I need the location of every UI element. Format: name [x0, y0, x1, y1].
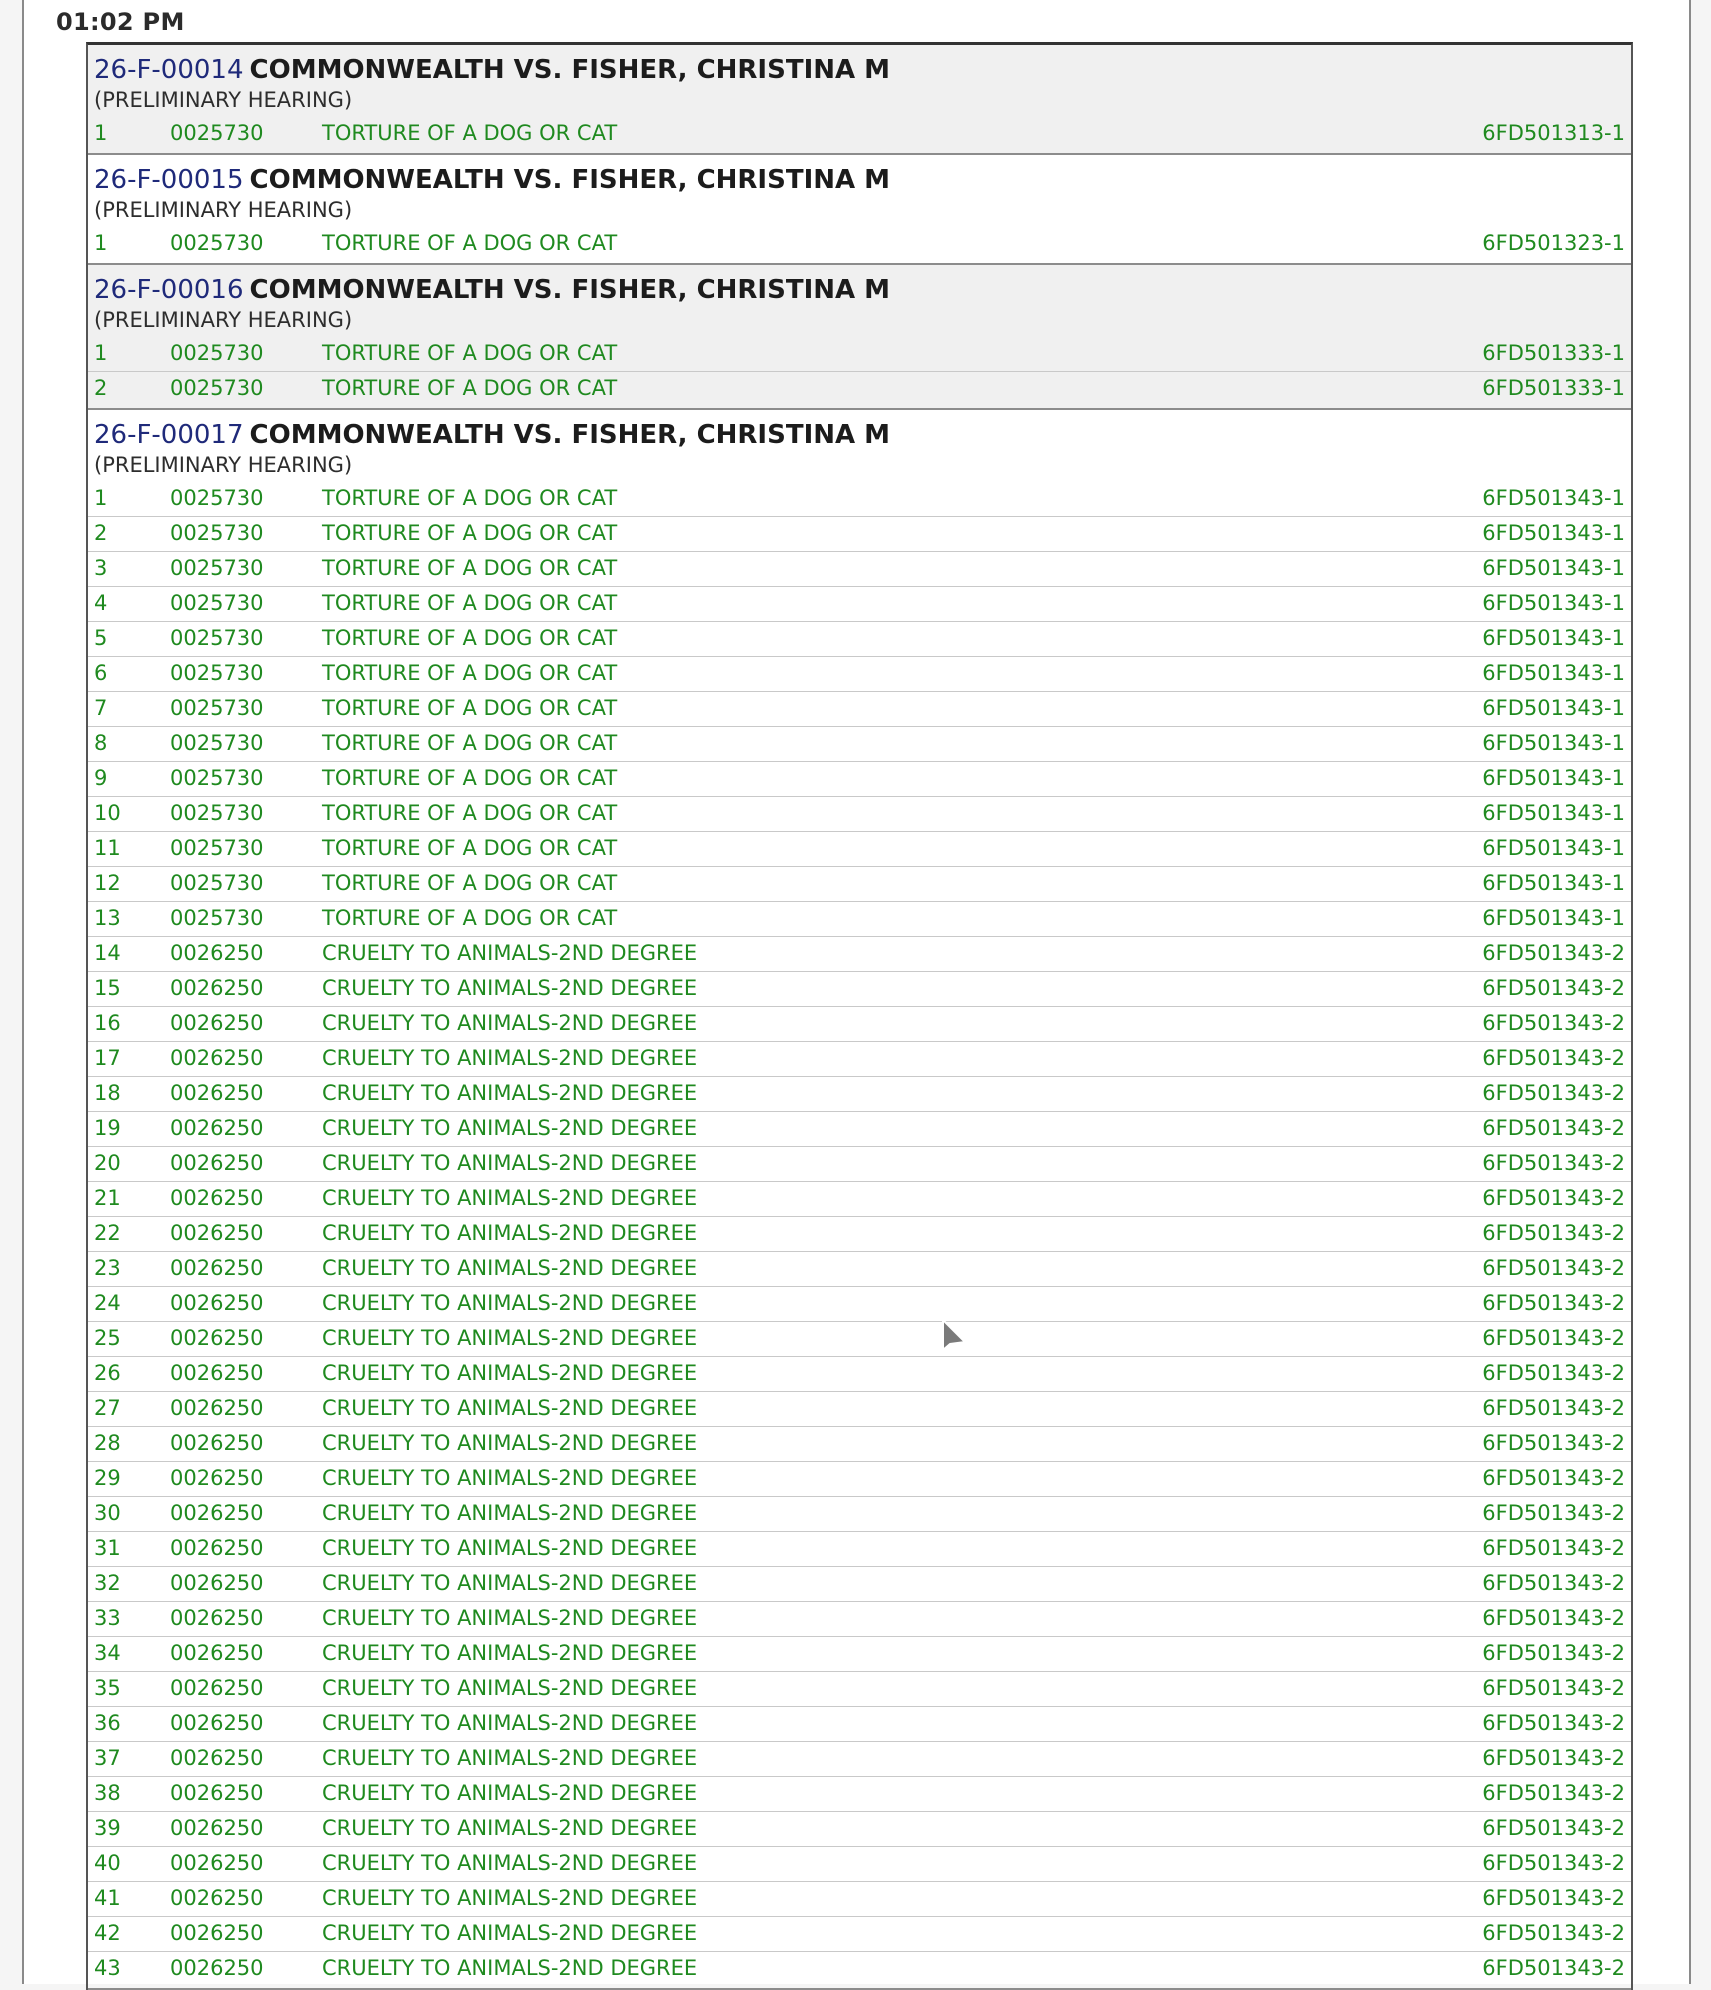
tracking-number: 6FD501343-2 — [1482, 1256, 1625, 1280]
tracking-number: 6FD501313-1 — [1482, 121, 1625, 145]
statute-code: 0026250 — [170, 1116, 264, 1140]
charge-list — [88, 117, 1631, 151]
charge-description: TORTURE OF A DOG OR CAT — [322, 121, 618, 145]
charge-sequence: 7 — [94, 696, 108, 720]
charge-description: CRUELTY TO ANIMALS-2ND DEGREE — [322, 1396, 698, 1420]
statute-code: 0026250 — [170, 1501, 264, 1525]
charge-sequence: 41 — [94, 1886, 121, 1910]
charge-sequence: 9 — [94, 766, 108, 790]
tracking-number: 6FD501343-2 — [1482, 1466, 1625, 1490]
charge-description: TORTURE OF A DOG OR CAT — [322, 696, 618, 720]
statute-code: 0025730 — [170, 121, 264, 145]
statute-code: 0026250 — [170, 1396, 264, 1420]
tracking-number: 6FD501343-2 — [1482, 1011, 1625, 1035]
statute-code: 0025730 — [170, 836, 264, 860]
tracking-number: 6FD501343-2 — [1482, 1501, 1625, 1525]
tracking-number: 6FD501343-2 — [1482, 1711, 1625, 1735]
charge-row — [88, 1427, 1631, 1462]
tracking-number: 6FD501343-1 — [1482, 836, 1625, 860]
statute-code: 0026250 — [170, 1081, 264, 1105]
charge-sequence: 31 — [94, 1536, 121, 1560]
statute-code: 0026250 — [170, 1886, 264, 1910]
charge-row — [88, 1322, 1631, 1357]
mouse-pointer-icon — [939, 1318, 969, 1358]
charge-row — [88, 1847, 1631, 1882]
charge-sequence: 42 — [94, 1921, 121, 1945]
charge-row — [88, 1917, 1631, 1952]
charge-description: CRUELTY TO ANIMALS-2ND DEGREE — [322, 1431, 698, 1455]
statute-code: 0026250 — [170, 1746, 264, 1770]
charge-description: CRUELTY TO ANIMALS-2ND DEGREE — [322, 1046, 698, 1070]
charge-row — [88, 1007, 1631, 1042]
charge-row — [88, 727, 1631, 762]
case-block — [88, 45, 1631, 155]
charge-sequence: 24 — [94, 1291, 121, 1315]
tracking-number: 6FD501343-2 — [1482, 1186, 1625, 1210]
charge-row — [88, 1812, 1631, 1847]
charge-row — [88, 937, 1631, 972]
charge-description: CRUELTY TO ANIMALS-2ND DEGREE — [322, 1116, 698, 1140]
case-header — [88, 155, 1631, 193]
charge-row — [88, 867, 1631, 902]
charge-description: CRUELTY TO ANIMALS-2ND DEGREE — [322, 1536, 698, 1560]
charge-description: TORTURE OF A DOG OR CAT — [322, 731, 618, 755]
charge-sequence: 11 — [94, 836, 121, 860]
tracking-number: 6FD501343-2 — [1482, 1641, 1625, 1665]
statute-code: 0026250 — [170, 976, 264, 1000]
charge-list — [88, 337, 1631, 406]
charge-description: CRUELTY TO ANIMALS-2ND DEGREE — [322, 1291, 698, 1315]
session-time-heading: 01:02 PM — [56, 8, 185, 36]
charge-sequence: 17 — [94, 1046, 121, 1070]
tracking-number: 6FD501343-2 — [1482, 1326, 1625, 1350]
statute-code: 0026250 — [170, 1011, 264, 1035]
charge-description: TORTURE OF A DOG OR CAT — [322, 556, 618, 580]
charge-row — [88, 117, 1631, 151]
tracking-number: 6FD501343-2 — [1482, 1081, 1625, 1105]
charge-sequence: 22 — [94, 1221, 121, 1245]
statute-code: 0026250 — [170, 1046, 264, 1070]
charge-sequence: 2 — [94, 521, 108, 545]
tracking-number: 6FD501343-1 — [1482, 591, 1625, 615]
charge-sequence: 10 — [94, 801, 121, 825]
tracking-number: 6FD501333-1 — [1482, 376, 1625, 400]
tracking-number: 6FD501343-2 — [1482, 1361, 1625, 1385]
statute-code: 0025730 — [170, 696, 264, 720]
tracking-number: 6FD501343-1 — [1482, 556, 1625, 580]
tracking-number: 6FD501343-1 — [1482, 486, 1625, 510]
charge-row — [88, 1112, 1631, 1147]
charge-row — [88, 1392, 1631, 1427]
charge-row — [88, 1147, 1631, 1182]
charge-row — [88, 1532, 1631, 1567]
statute-code: 0025730 — [170, 376, 264, 400]
charge-sequence: 34 — [94, 1641, 121, 1665]
case-block — [88, 155, 1631, 265]
charge-row — [88, 762, 1631, 797]
tracking-number: 6FD501343-2 — [1482, 1536, 1625, 1560]
hearing-type: (PRELIMINARY HEARING) — [94, 88, 353, 112]
charge-description: CRUELTY TO ANIMALS-2ND DEGREE — [322, 1186, 698, 1210]
case-title: COMMONWEALTH VS. FISHER, CHRISTINA M — [249, 420, 891, 450]
charge-description: TORTURE OF A DOG OR CAT — [322, 521, 618, 545]
tracking-number: 6FD501343-2 — [1482, 1046, 1625, 1070]
charge-sequence: 15 — [94, 976, 121, 1000]
charge-row — [88, 1077, 1631, 1112]
charge-sequence: 40 — [94, 1851, 121, 1875]
charge-sequence: 2 — [94, 376, 108, 400]
statute-code: 0026250 — [170, 1186, 264, 1210]
charge-row — [88, 552, 1631, 587]
charge-sequence: 13 — [94, 906, 121, 930]
charge-description: TORTURE OF A DOG OR CAT — [322, 376, 618, 400]
charge-row — [88, 797, 1631, 832]
charge-row — [88, 227, 1631, 261]
charge-row — [88, 517, 1631, 552]
tracking-number: 6FD501343-2 — [1482, 1116, 1625, 1140]
charge-row — [88, 1357, 1631, 1392]
statute-code: 0026250 — [170, 1641, 264, 1665]
charge-row — [88, 1742, 1631, 1777]
charge-description: CRUELTY TO ANIMALS-2ND DEGREE — [322, 1571, 698, 1595]
charge-sequence: 3 — [94, 556, 108, 580]
charge-sequence: 38 — [94, 1781, 121, 1805]
hearing-type: (PRELIMINARY HEARING) — [94, 453, 353, 477]
charge-description: CRUELTY TO ANIMALS-2ND DEGREE — [322, 1466, 698, 1490]
charge-sequence: 39 — [94, 1816, 121, 1840]
tracking-number: 6FD501343-2 — [1482, 1746, 1625, 1770]
case-header — [88, 45, 1631, 83]
charge-row — [88, 1497, 1631, 1532]
charge-row — [88, 622, 1631, 657]
charge-row — [88, 1882, 1631, 1917]
statute-code: 0025730 — [170, 591, 264, 615]
statute-code: 0025730 — [170, 871, 264, 895]
charge-list — [88, 482, 1631, 1986]
charge-description: CRUELTY TO ANIMALS-2ND DEGREE — [322, 1711, 698, 1735]
statute-code: 0026250 — [170, 1536, 264, 1560]
charge-row — [88, 587, 1631, 622]
charge-row — [88, 337, 1631, 372]
statute-code: 0026250 — [170, 1466, 264, 1490]
charge-row — [88, 902, 1631, 937]
statute-code: 0026250 — [170, 1781, 264, 1805]
charge-description: CRUELTY TO ANIMALS-2ND DEGREE — [322, 1956, 698, 1980]
charge-description: CRUELTY TO ANIMALS-2ND DEGREE — [322, 941, 698, 965]
statute-code: 0025730 — [170, 341, 264, 365]
hearing-type: (PRELIMINARY HEARING) — [94, 308, 353, 332]
tracking-number: 6FD501343-2 — [1482, 1956, 1625, 1980]
charge-row — [88, 1637, 1631, 1672]
statute-code: 0026250 — [170, 941, 264, 965]
case-title: COMMONWEALTH VS. FISHER, CHRISTINA M — [249, 165, 891, 195]
case-block — [88, 265, 1631, 410]
charge-description: CRUELTY TO ANIMALS-2ND DEGREE — [322, 1326, 698, 1350]
tracking-number: 6FD501343-1 — [1482, 731, 1625, 755]
charge-row — [88, 1567, 1631, 1602]
charge-description: CRUELTY TO ANIMALS-2ND DEGREE — [322, 1501, 698, 1525]
charge-sequence: 1 — [94, 231, 108, 255]
charge-row — [88, 1252, 1631, 1287]
tracking-number: 6FD501343-2 — [1482, 1606, 1625, 1630]
statute-code: 0026250 — [170, 1151, 264, 1175]
charge-description: CRUELTY TO ANIMALS-2ND DEGREE — [322, 1816, 698, 1840]
charge-row — [88, 482, 1631, 517]
charge-description: CRUELTY TO ANIMALS-2ND DEGREE — [322, 1256, 698, 1280]
charge-description: CRUELTY TO ANIMALS-2ND DEGREE — [322, 1606, 698, 1630]
tracking-number: 6FD501343-1 — [1482, 661, 1625, 685]
tracking-number: 6FD501343-2 — [1482, 1921, 1625, 1945]
charge-sequence: 14 — [94, 941, 121, 965]
case-header — [88, 265, 1631, 303]
statute-code: 0026250 — [170, 1326, 264, 1350]
charge-description: TORTURE OF A DOG OR CAT — [322, 836, 618, 860]
charge-row — [88, 1287, 1631, 1322]
tracking-number: 6FD501333-1 — [1482, 341, 1625, 365]
charge-row — [88, 372, 1631, 406]
charge-description: CRUELTY TO ANIMALS-2ND DEGREE — [322, 1221, 698, 1245]
charge-sequence: 30 — [94, 1501, 121, 1525]
statute-code: 0025730 — [170, 801, 264, 825]
statute-code: 0025730 — [170, 906, 264, 930]
charge-description: CRUELTY TO ANIMALS-2ND DEGREE — [322, 1011, 698, 1035]
charge-row — [88, 657, 1631, 692]
charge-row — [88, 972, 1631, 1007]
charge-list — [88, 227, 1631, 261]
tracking-number: 6FD501343-1 — [1482, 801, 1625, 825]
tracking-number: 6FD501343-2 — [1482, 1851, 1625, 1875]
charge-sequence: 8 — [94, 731, 108, 755]
charge-row — [88, 1182, 1631, 1217]
charge-row — [88, 692, 1631, 727]
charge-sequence: 36 — [94, 1711, 121, 1735]
charge-description: CRUELTY TO ANIMALS-2ND DEGREE — [322, 1676, 698, 1700]
statute-code: 0026250 — [170, 1431, 264, 1455]
charge-row — [88, 1707, 1631, 1742]
statute-code: 0026250 — [170, 1606, 264, 1630]
tracking-number: 6FD501343-1 — [1482, 626, 1625, 650]
charge-description: TORTURE OF A DOG OR CAT — [322, 871, 618, 895]
charge-sequence: 16 — [94, 1011, 121, 1035]
statute-code: 0026250 — [170, 1921, 264, 1945]
tracking-number: 6FD501343-1 — [1482, 766, 1625, 790]
charge-sequence: 6 — [94, 661, 108, 685]
tracking-number: 6FD501343-2 — [1482, 1816, 1625, 1840]
tracking-number: 6FD501323-1 — [1482, 231, 1625, 255]
charge-sequence: 12 — [94, 871, 121, 895]
charge-description: TORTURE OF A DOG OR CAT — [322, 661, 618, 685]
charge-sequence: 23 — [94, 1256, 121, 1280]
charge-sequence: 1 — [94, 341, 108, 365]
charge-sequence: 20 — [94, 1151, 121, 1175]
tracking-number: 6FD501343-2 — [1482, 1396, 1625, 1420]
charge-row — [88, 1672, 1631, 1707]
charge-sequence: 27 — [94, 1396, 121, 1420]
charge-sequence: 29 — [94, 1466, 121, 1490]
charge-sequence: 19 — [94, 1116, 121, 1140]
statute-code: 0026250 — [170, 1816, 264, 1840]
statute-code: 0025730 — [170, 521, 264, 545]
charge-sequence: 21 — [94, 1186, 121, 1210]
charge-sequence: 32 — [94, 1571, 121, 1595]
statute-code: 0026250 — [170, 1571, 264, 1595]
statute-code: 0026250 — [170, 1361, 264, 1385]
tracking-number: 6FD501343-2 — [1482, 1781, 1625, 1805]
charge-description: CRUELTY TO ANIMALS-2ND DEGREE — [322, 1921, 698, 1945]
tracking-number: 6FD501343-1 — [1482, 871, 1625, 895]
case-header — [88, 410, 1631, 448]
charge-sequence: 35 — [94, 1676, 121, 1700]
charge-description: TORTURE OF A DOG OR CAT — [322, 766, 618, 790]
case-number-link[interactable]: 26-F-00017 — [94, 420, 244, 450]
charge-description: CRUELTY TO ANIMALS-2ND DEGREE — [322, 1151, 698, 1175]
statute-code: 0026250 — [170, 1221, 264, 1245]
statute-code: 0025730 — [170, 231, 264, 255]
charge-row — [88, 1777, 1631, 1812]
statute-code: 0025730 — [170, 486, 264, 510]
charge-description: CRUELTY TO ANIMALS-2ND DEGREE — [322, 1361, 698, 1385]
case-title: COMMONWEALTH VS. FISHER, CHRISTINA M — [249, 55, 891, 85]
charge-sequence: 18 — [94, 1081, 121, 1105]
charge-description: TORTURE OF A DOG OR CAT — [322, 341, 618, 365]
statute-code: 0026250 — [170, 1291, 264, 1315]
charge-description: CRUELTY TO ANIMALS-2ND DEGREE — [322, 1886, 698, 1910]
tracking-number: 6FD501343-2 — [1482, 976, 1625, 1000]
tracking-number: 6FD501343-2 — [1482, 1431, 1625, 1455]
statute-code: 0025730 — [170, 731, 264, 755]
case-number-link[interactable]: 26-F-00016 — [94, 275, 244, 305]
charge-description: TORTURE OF A DOG OR CAT — [322, 591, 618, 615]
charge-row — [88, 1217, 1631, 1252]
case-list — [86, 42, 1633, 1990]
charge-description: TORTURE OF A DOG OR CAT — [322, 231, 618, 255]
charge-sequence: 5 — [94, 626, 108, 650]
tracking-number: 6FD501343-2 — [1482, 1886, 1625, 1910]
charge-sequence: 26 — [94, 1361, 121, 1385]
statute-code: 0025730 — [170, 626, 264, 650]
charge-description: CRUELTY TO ANIMALS-2ND DEGREE — [322, 1781, 698, 1805]
tracking-number: 6FD501343-1 — [1482, 696, 1625, 720]
hearing-type: (PRELIMINARY HEARING) — [94, 198, 353, 222]
case-title: COMMONWEALTH VS. FISHER, CHRISTINA M — [249, 275, 891, 305]
charge-row — [88, 1042, 1631, 1077]
case-block — [88, 410, 1631, 1990]
charge-sequence: 1 — [94, 121, 108, 145]
charge-sequence: 4 — [94, 591, 108, 615]
tracking-number: 6FD501343-2 — [1482, 1291, 1625, 1315]
charge-description: TORTURE OF A DOG OR CAT — [322, 626, 618, 650]
statute-code: 0026250 — [170, 1676, 264, 1700]
charge-row — [88, 1952, 1631, 1986]
charge-description: TORTURE OF A DOG OR CAT — [322, 801, 618, 825]
tracking-number: 6FD501343-2 — [1482, 1151, 1625, 1175]
charge-description: CRUELTY TO ANIMALS-2ND DEGREE — [322, 1851, 698, 1875]
charge-sequence: 28 — [94, 1431, 121, 1455]
tracking-number: 6FD501343-2 — [1482, 941, 1625, 965]
case-number-link[interactable]: 26-F-00015 — [94, 165, 244, 195]
charge-description: CRUELTY TO ANIMALS-2ND DEGREE — [322, 1641, 698, 1665]
charge-row — [88, 832, 1631, 867]
statute-code: 0026250 — [170, 1851, 264, 1875]
docket-page — [22, 0, 1691, 1984]
charge-sequence: 33 — [94, 1606, 121, 1630]
statute-code: 0026250 — [170, 1711, 264, 1735]
statute-code: 0025730 — [170, 766, 264, 790]
tracking-number: 6FD501343-1 — [1482, 521, 1625, 545]
case-number-link[interactable]: 26-F-00014 — [94, 55, 244, 85]
statute-code: 0026250 — [170, 1956, 264, 1980]
charge-description: CRUELTY TO ANIMALS-2ND DEGREE — [322, 976, 698, 1000]
charge-description: TORTURE OF A DOG OR CAT — [322, 906, 618, 930]
charge-sequence: 43 — [94, 1956, 121, 1980]
tracking-number: 6FD501343-1 — [1482, 906, 1625, 930]
charge-description: CRUELTY TO ANIMALS-2ND DEGREE — [322, 1746, 698, 1770]
tracking-number: 6FD501343-2 — [1482, 1571, 1625, 1595]
charge-description: TORTURE OF A DOG OR CAT — [322, 486, 618, 510]
charge-description: CRUELTY TO ANIMALS-2ND DEGREE — [322, 1081, 698, 1105]
statute-code: 0025730 — [170, 556, 264, 580]
charge-row — [88, 1462, 1631, 1497]
charge-row — [88, 1602, 1631, 1637]
statute-code: 0026250 — [170, 1256, 264, 1280]
statute-code: 0025730 — [170, 661, 264, 685]
charge-sequence: 25 — [94, 1326, 121, 1350]
tracking-number: 6FD501343-2 — [1482, 1676, 1625, 1700]
charge-sequence: 1 — [94, 486, 108, 510]
tracking-number: 6FD501343-2 — [1482, 1221, 1625, 1245]
charge-sequence: 37 — [94, 1746, 121, 1770]
